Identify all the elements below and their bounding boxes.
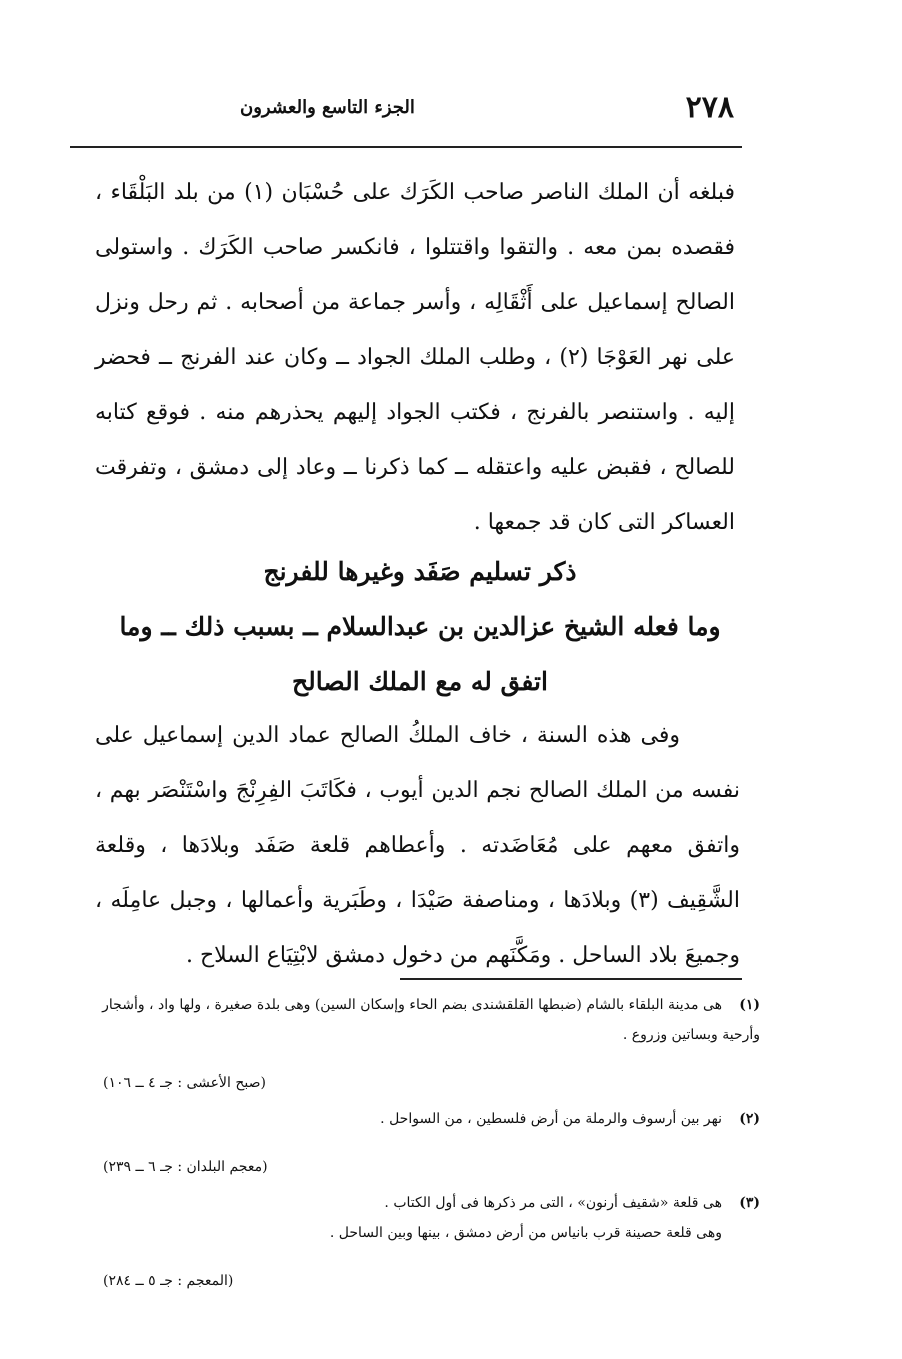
footnote-2 <box>75 1104 760 1182</box>
footnote-text: هى قلعة «شقيف أرنون» ، التى مر ذكرها فى أول الكتاب . <box>384 1195 722 1211</box>
section-title-line-1: ذكر تسليم صَفَد وغيرها للفرنج <box>263 557 577 586</box>
page-number: ٢٧٨ <box>685 90 734 125</box>
footnote-3 <box>75 1188 760 1296</box>
paragraph-2: وفى هذه السنة ، خاف الملكُ الصالح عماد الدين إسماعيل على نفسه من الملك الصالح نجم الدين أيوب ، فكَاتَبَ الفِرِنْجَ واسْتَنْصَر بهم ، واتفق معهم على مُعَاضَدته . وأعطاهم قلعة صَفَد وبلادَها ، وقلعة الشَّقِيف (٣) وبلادَها ، ومناصفة صَيْدَا ، وطَبَرية وأعمالها ، وجبل عامِلَه ، وجميعَ بلاد الساحل . ومَكَّنَهم من دخول دمشق لابْتِيَاع السلاح . <box>95 723 740 968</box>
paragraph-1: فبلغه أن الملك الناصر صاحب الكَرَك على حُسْبَان (١) من بلد البَلْقَاء ، فقصده بمن معه . والتقوا واقتتلوا ، فانكسر صاحب الكَرَك . واستولى الصالح إسماعيل على أَثْقَالِه ، وأسر جماعة من أصحابه . ثم رحل ونزل على نهر العَوْجَا (٢) ، وطلب الملك الجواد ــ وكان عند الفرنج ــ فحضر إليه . واستنصر بالفرنج ، فكتب الجواد إليهم يحذرهم منه . فوقع كتابه للصالح ، فقبض عليه واعتقله ــ كما ذكرنا ــ وعاد إلى دمشق ، وتفرقت العساكر التى كان قد جمعها . <box>95 180 736 535</box>
header-rule <box>70 146 742 148</box>
footnote-source: (صبح الأعشى : جـ ٤ ــ ١٠٦) <box>103 1075 266 1091</box>
footnote-rule <box>400 978 742 980</box>
footnotes <box>75 990 760 1302</box>
section-title-line-2: وما فعله الشيخ عزالدين بن عبدالسلام ــ بسبب ذلك ــ وما <box>119 612 721 641</box>
page-header <box>70 88 742 138</box>
footnote-number: (٢) <box>739 1111 760 1127</box>
footnote-1 <box>75 990 760 1098</box>
footnote-text: وهى قلعة حصينة قرب بانياس من أرض دمشق ، بينها وبين الساحل . <box>329 1225 722 1241</box>
footnote-number: (١) <box>739 997 760 1013</box>
footnote-source: (معجم البلدان : جـ ٦ ــ ٢٣٩) <box>103 1159 268 1175</box>
footnote-text: نهر بين أرسوف والرملة من أرض فلسطين ، من السواحل . <box>380 1111 722 1127</box>
section-title <box>110 544 730 709</box>
footnote-source: (المعجم : جـ ٥ ــ ٢٨٤) <box>103 1273 234 1289</box>
footnote-text: هى مدينة البلقاء بالشام (ضبطها القلقشندى بضم الحاء وإسكان السين) وهى بلدة صغيرة ، ولها واد ، وأشجار وأرحية وبساتين وزروع . <box>102 997 760 1043</box>
running-title: الجزء التاسع والعشرون <box>240 97 415 118</box>
section-title-line-3: اتفق له مع الملك الصالح <box>292 667 548 696</box>
footnote-number: (٣) <box>739 1195 760 1211</box>
